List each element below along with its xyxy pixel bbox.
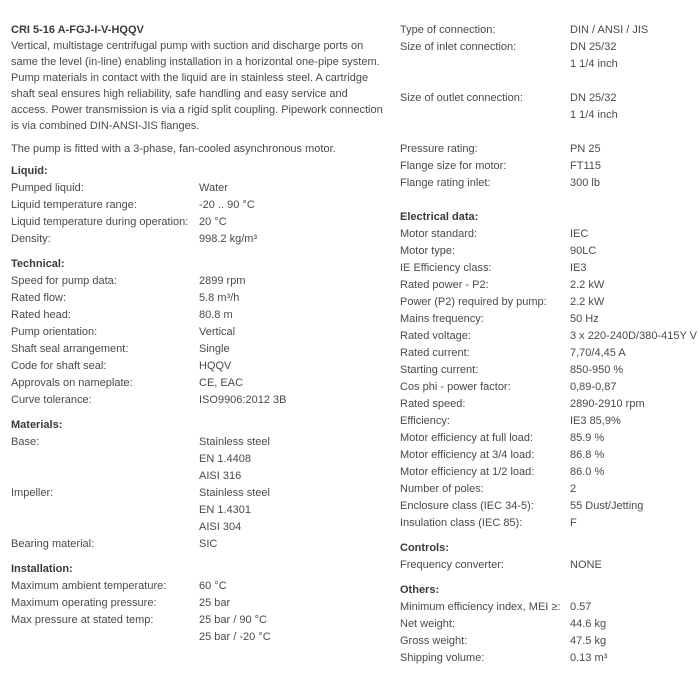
spec-value: EN 1.4301	[199, 504, 251, 516]
spec-values	[570, 413, 700, 430]
spec-label: Motor standard:	[400, 228, 478, 240]
spec-label: Rated head:	[11, 309, 71, 321]
spec-values	[199, 392, 386, 409]
spec-values	[570, 73, 700, 90]
spec-label: Impeller:	[11, 487, 54, 499]
spec-values	[199, 214, 386, 231]
spec-label: Size of outlet connection:	[400, 92, 523, 104]
spec-values	[199, 341, 386, 358]
spec-values	[570, 447, 700, 464]
spec-values	[570, 243, 700, 260]
spec-label	[400, 73, 570, 90]
spec-row-pump-orientation	[11, 324, 386, 341]
spec-value: 20 °C	[199, 216, 227, 228]
spacer	[570, 124, 700, 141]
spec-value: NONE	[570, 559, 602, 571]
spec-value: 998.2 kg/m³	[199, 233, 258, 245]
spec-row-size-of-outlet-connection	[400, 90, 700, 124]
spec-value: 5.8 m³/h	[199, 292, 240, 304]
spec-label: Shaft seal arrangement:	[11, 343, 129, 355]
spec-value: 1 1/4 inch	[570, 109, 618, 121]
spec-values	[570, 362, 700, 379]
spec-values	[570, 124, 700, 141]
spec-label: Gross weight:	[400, 635, 468, 647]
spec-value: -20 .. 90 °C	[199, 199, 255, 211]
spec-row-bearing-material	[11, 536, 386, 553]
spec-value: 2.2 kW	[570, 296, 605, 308]
spec-label: Power (P2) required by pump:	[400, 296, 547, 308]
spec-value: PN 25	[570, 143, 601, 155]
spec-row-rated-current	[400, 345, 700, 362]
spec-value: 44.6 kg	[570, 618, 607, 630]
spec-values	[199, 231, 386, 248]
spec-label: Bearing material:	[11, 538, 95, 550]
spec-value: 2899 rpm	[199, 275, 246, 287]
spec-value: 25 bar	[199, 597, 231, 609]
spec-value: 2	[570, 483, 577, 495]
spec-values	[570, 39, 700, 73]
spec-label: Curve tolerance:	[11, 394, 92, 406]
spec-values	[570, 557, 700, 574]
spec-label: Shipping volume:	[400, 652, 485, 664]
spec-value: ISO9906:2012 3B	[199, 394, 287, 406]
spec-values	[570, 379, 700, 396]
spec-values	[570, 430, 700, 447]
spec-values	[199, 307, 386, 324]
section-materials	[11, 417, 386, 553]
spec-label: Rated flow:	[11, 292, 67, 304]
left-sections	[11, 163, 386, 646]
spec-value: Stainless steel	[199, 436, 270, 448]
section-liquid	[11, 163, 386, 248]
spec-values	[199, 485, 386, 536]
spec-value: 55 Dust/Jetting	[570, 500, 644, 512]
spec-label: Density:	[11, 233, 51, 245]
spec-label: Rated voltage:	[400, 330, 471, 342]
spec-label: Motor efficiency at full load:	[400, 432, 534, 444]
spec-row-blank	[400, 73, 700, 90]
spec-values	[570, 396, 700, 413]
spec-values	[199, 536, 386, 553]
spec-values	[570, 616, 700, 633]
spec-value: 300 lb	[570, 177, 600, 189]
section-others	[400, 582, 700, 667]
spec-label: Rated power - P2:	[400, 279, 489, 291]
spec-row-pumped-liquid	[11, 180, 386, 197]
spec-value: 2890-2910 rpm	[570, 398, 645, 410]
section-technical	[11, 256, 386, 409]
spec-values	[570, 328, 700, 345]
spec-value: 86.0 %	[570, 466, 605, 478]
spec-value: 3 x 220-240D/380-415Y V	[570, 330, 697, 342]
spec-values	[199, 180, 386, 197]
spec-value: AISI 304	[199, 521, 242, 533]
spec-values	[570, 22, 700, 39]
spec-value: 47.5 kg	[570, 635, 607, 647]
spec-row-curve-tolerance	[11, 392, 386, 409]
spec-value: 85.9 %	[570, 432, 605, 444]
spec-row-insulation-class-iec-85	[400, 515, 700, 532]
spec-value: 0.57	[570, 601, 592, 613]
spec-values	[199, 324, 386, 341]
section-heading: Others:	[400, 584, 440, 596]
spec-row-rated-head	[11, 307, 386, 324]
spec-value: HQQV	[199, 360, 232, 372]
spec-label: Liquid temperature during operation:	[11, 216, 189, 228]
right-sections	[400, 209, 700, 667]
spec-row-power-p2-required-by-pump	[400, 294, 700, 311]
spec-values	[570, 141, 700, 158]
spec-values	[570, 345, 700, 362]
connection-details	[400, 22, 700, 192]
spec-row-flange-rating-inlet	[400, 175, 700, 192]
spec-row-shaft-seal-arrangement	[11, 341, 386, 358]
spec-row-max-pressure-at-stated-temp	[11, 612, 386, 646]
spec-row-liquid-temperature-range	[11, 197, 386, 214]
spec-label: Motor efficiency at 1/2 load:	[400, 466, 535, 478]
spec-value: 0,89-0,87	[570, 381, 617, 393]
motor-note: The pump is fitted with a 3-phase, fan-cooled asynchronous motor.	[11, 143, 336, 155]
spec-values	[570, 599, 700, 616]
spec-value: 2.2 kW	[570, 279, 605, 291]
spec-value: DIN / ANSI / JIS	[570, 24, 649, 36]
spec-value: CE, EAC	[199, 377, 244, 389]
spec-value: 60 °C	[199, 580, 227, 592]
spec-row-code-for-shaft-seal	[11, 358, 386, 375]
spec-label: Pressure rating:	[400, 143, 478, 155]
spec-row-type-of-connection	[400, 22, 700, 39]
spec-values	[199, 434, 386, 485]
spec-value: Vertical	[199, 326, 236, 338]
spec-row-base	[11, 434, 386, 485]
spec-label: Net weight:	[400, 618, 456, 630]
spec-label: Mains frequency:	[400, 313, 484, 325]
spec-row-enclosure-class-iec-34-5	[400, 498, 700, 515]
spec-values	[570, 226, 700, 243]
spec-row-net-weight	[400, 616, 700, 633]
spec-label: Code for shaft seal:	[11, 360, 107, 372]
spec-label: Cos phi - power factor:	[400, 381, 511, 393]
spec-values	[199, 595, 386, 612]
spec-row-liquid-temperature-during-operation	[11, 214, 386, 231]
spec-value: IE3 85,9%	[570, 415, 621, 427]
spec-values	[199, 290, 386, 307]
spec-label: Maximum operating pressure:	[11, 597, 157, 609]
spec-row-flange-size-for-motor	[400, 158, 700, 175]
spacer	[570, 73, 700, 90]
spec-row-frequency-converter	[400, 557, 700, 574]
spec-value: 80.8 m	[199, 309, 233, 321]
right-column	[400, 22, 700, 667]
section-heading: Liquid:	[11, 165, 48, 177]
spec-values	[199, 578, 386, 595]
spec-label: Approvals on nameplate:	[11, 377, 133, 389]
spec-row-maximum-ambient-temperature	[11, 578, 386, 595]
left-column	[11, 22, 386, 646]
spec-row-motor-efficiency-at-1-2-load	[400, 464, 700, 481]
spec-label: IE Efficiency class:	[400, 262, 492, 274]
spec-label: Motor efficiency at 3/4 load:	[400, 449, 535, 461]
spec-label: Rated current:	[400, 347, 470, 359]
spec-values	[570, 515, 700, 532]
spec-label: Liquid temperature range:	[11, 199, 137, 211]
spec-value: DN 25/32	[570, 92, 617, 104]
spec-label: Pump orientation:	[11, 326, 98, 338]
spec-row-pressure-rating	[400, 141, 700, 158]
section-controls	[400, 540, 700, 574]
spec-label: Flange size for motor:	[400, 160, 507, 172]
spec-value: DN 25/32	[570, 41, 617, 53]
spec-row-maximum-operating-pressure	[11, 595, 386, 612]
section-heading: Technical:	[11, 258, 65, 270]
spec-value: 0.13 m³	[570, 652, 608, 664]
spec-value: Stainless steel	[199, 487, 270, 499]
spec-values	[570, 481, 700, 498]
spec-label: Maximum ambient temperature:	[11, 580, 167, 592]
spec-value: F	[570, 517, 577, 529]
spec-value: 1 1/4 inch	[570, 58, 618, 70]
spec-values	[199, 358, 386, 375]
section-heading: Installation:	[11, 563, 73, 575]
spec-value: 86.8 %	[570, 449, 605, 461]
spec-value: FT115	[570, 160, 601, 172]
spec-row-rated-speed	[400, 396, 700, 413]
spec-row-approvals-on-nameplate	[11, 375, 386, 392]
spec-label: Frequency converter:	[400, 559, 504, 571]
spec-values	[570, 311, 700, 328]
spec-values	[570, 633, 700, 650]
spec-value: IEC	[570, 228, 589, 240]
spec-value: 850-950 %	[570, 364, 624, 376]
spec-label: Insulation class (IEC 85):	[400, 517, 523, 529]
spec-value: EN 1.4408	[199, 453, 251, 465]
section-installation	[11, 561, 386, 646]
spec-row-density	[11, 231, 386, 248]
spec-row-blank	[400, 124, 700, 141]
spec-row-impeller	[11, 485, 386, 536]
spec-row-mains-frequency	[400, 311, 700, 328]
spec-label: Type of connection:	[400, 24, 496, 36]
spec-row-shipping-volume	[400, 650, 700, 667]
spec-row-motor-type	[400, 243, 700, 260]
spec-values	[199, 612, 386, 646]
spec-row-efficiency	[400, 413, 700, 430]
spec-label: Motor type:	[400, 245, 456, 257]
spec-value: Water	[199, 182, 228, 194]
spec-row-starting-current	[400, 362, 700, 379]
spec-value: 90LC	[570, 245, 597, 257]
spec-value: 25 bar / -20 °C	[199, 631, 271, 643]
section-heading: Electrical data:	[400, 211, 479, 223]
spec-values	[199, 273, 386, 290]
spec-values	[199, 197, 386, 214]
spec-value: 50 Hz	[570, 313, 599, 325]
spec-label	[400, 124, 570, 141]
spec-label: Speed for pump data:	[11, 275, 117, 287]
section-electrical-data	[400, 209, 700, 532]
product-title: CRI 5-16 A-FGJ-I-V-HQQV	[11, 24, 144, 36]
spec-row-ie-efficiency-class	[400, 260, 700, 277]
spec-values	[570, 464, 700, 481]
spec-row-motor-standard	[400, 226, 700, 243]
spec-label: Flange rating inlet:	[400, 177, 491, 189]
spec-row-minimum-efficiency-index-mei	[400, 599, 700, 616]
spec-row-rated-voltage	[400, 328, 700, 345]
spec-row-size-of-inlet-connection	[400, 39, 700, 73]
spec-row-speed-for-pump-data	[11, 273, 386, 290]
product-description: Vertical, multistage centrifugal pump with suction and discharge ports on same the level (in-line) enabling installation in a horizontal one-pipe system. Pump materials in contact with the liquid are in stainless steel. A cartridge shaft seal ensures high reliability, safe handling and easy service and access. Power transmission is via a rigid split coupling. Pipework connection is via combined DIN-ANSI-JIS flanges.	[11, 40, 383, 132]
spec-values	[570, 498, 700, 515]
spec-values	[570, 277, 700, 294]
spec-label: Number of poles:	[400, 483, 484, 495]
spec-row-rated-flow	[11, 290, 386, 307]
spec-values	[570, 294, 700, 311]
spec-label: Base:	[11, 436, 40, 448]
spec-label: Size of inlet connection:	[400, 41, 517, 53]
spec-label: Minimum efficiency index, MEI ≥:	[400, 601, 561, 613]
spec-values	[570, 175, 700, 192]
spec-row-motor-efficiency-at-full-load	[400, 430, 700, 447]
spec-label: Efficiency:	[400, 415, 450, 427]
spec-row-motor-efficiency-at-3-4-load	[400, 447, 700, 464]
section-heading: Materials:	[11, 419, 63, 431]
spec-value: Single	[199, 343, 230, 355]
spec-row-gross-weight	[400, 633, 700, 650]
spec-label: Enclosure class (IEC 34-5):	[400, 500, 534, 512]
spec-values	[570, 90, 700, 124]
spec-value: 7,70/4,45 A	[570, 347, 626, 359]
spec-values	[570, 158, 700, 175]
section-heading: Controls:	[400, 542, 449, 554]
spec-label: Pumped liquid:	[11, 182, 84, 194]
spec-values	[199, 375, 386, 392]
spec-value: IE3	[570, 262, 587, 274]
spec-value: 25 bar / 90 °C	[199, 614, 267, 626]
spec-label: Starting current:	[400, 364, 479, 376]
spec-value: SIC	[199, 538, 218, 550]
spec-values	[570, 650, 700, 667]
spec-label: Max pressure at stated temp:	[11, 614, 154, 626]
spec-label: Rated speed:	[400, 398, 466, 410]
spec-row-cos-phi-power-factor	[400, 379, 700, 396]
spec-value: AISI 316	[199, 470, 242, 482]
spec-row-rated-power-p2	[400, 277, 700, 294]
spec-row-number-of-poles	[400, 481, 700, 498]
spec-values	[570, 260, 700, 277]
